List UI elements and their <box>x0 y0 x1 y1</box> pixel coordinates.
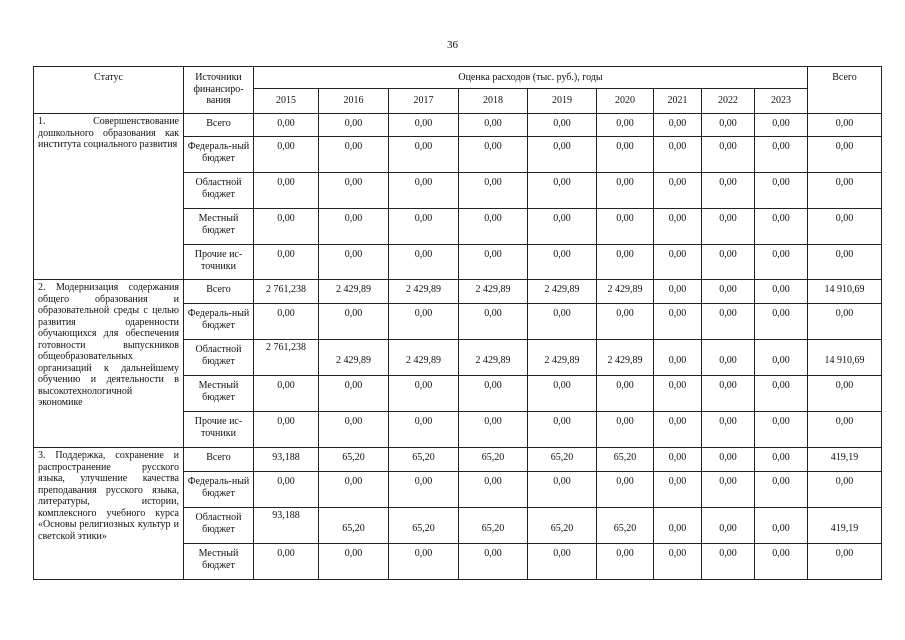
total-cell: 0,00 <box>808 412 882 448</box>
value-cell: 2 429,89 <box>389 280 459 304</box>
value-cell: 0,00 <box>528 245 597 280</box>
source-cell: Федераль-ный бюджет <box>184 304 254 340</box>
value-cell: 2 429,89 <box>597 280 654 304</box>
value-cell: 0,00 <box>459 376 528 412</box>
value-cell: 0,00 <box>459 412 528 448</box>
value-cell: 0,00 <box>254 114 319 137</box>
value-cell: 0,00 <box>254 472 319 508</box>
value-cell: 0,00 <box>755 412 808 448</box>
header-year: 2023 <box>755 89 808 114</box>
value-cell: 0,00 <box>254 173 319 209</box>
value-cell: 0,00 <box>319 245 389 280</box>
total-cell: 0,00 <box>808 304 882 340</box>
source-cell: Всего <box>184 280 254 304</box>
value-cell: 0,00 <box>319 173 389 209</box>
value-cell: 2 429,89 <box>389 340 459 376</box>
value-cell: 0,00 <box>654 376 702 412</box>
value-cell: 0,00 <box>319 137 389 173</box>
header-sources: Источники финансиро-вания <box>184 67 254 114</box>
source-cell: Всего <box>184 114 254 137</box>
source-cell: Областной бюджет <box>184 173 254 209</box>
value-cell: 65,20 <box>389 448 459 472</box>
value-cell: 0,00 <box>254 544 319 580</box>
value-cell: 0,00 <box>597 544 654 580</box>
total-cell: 0,00 <box>808 245 882 280</box>
value-cell: 2 429,89 <box>597 340 654 376</box>
header-status: Статус <box>34 67 184 114</box>
value-cell: 0,00 <box>654 137 702 173</box>
value-cell: 0,00 <box>597 114 654 137</box>
value-cell: 0,00 <box>459 544 528 580</box>
value-cell: 2 761,238 <box>254 340 319 376</box>
value-cell: 0,00 <box>254 209 319 245</box>
source-cell: Областной бюджет <box>184 508 254 544</box>
value-cell: 0,00 <box>254 245 319 280</box>
source-cell: Прочие ис-точники <box>184 245 254 280</box>
value-cell: 0,00 <box>755 472 808 508</box>
value-cell: 0,00 <box>459 114 528 137</box>
header-year: 2017 <box>389 89 459 114</box>
total-cell: 0,00 <box>808 376 882 412</box>
total-cell: 0,00 <box>808 209 882 245</box>
value-cell: 0,00 <box>702 209 755 245</box>
value-cell: 65,20 <box>389 508 459 544</box>
value-cell: 2 429,89 <box>319 340 389 376</box>
value-cell: 0,00 <box>254 376 319 412</box>
value-cell: 0,00 <box>389 209 459 245</box>
value-cell: 0,00 <box>597 245 654 280</box>
total-cell: 14 910,69 <box>808 340 882 376</box>
value-cell: 0,00 <box>755 209 808 245</box>
source-cell: Областной бюджет <box>184 340 254 376</box>
value-cell: 0,00 <box>597 209 654 245</box>
source-cell: Всего <box>184 448 254 472</box>
value-cell: 0,00 <box>654 412 702 448</box>
value-cell: 0,00 <box>654 448 702 472</box>
value-cell: 0,00 <box>459 245 528 280</box>
value-cell: 0,00 <box>755 376 808 412</box>
value-cell: 0,00 <box>755 137 808 173</box>
value-cell: 0,00 <box>389 472 459 508</box>
value-cell: 0,00 <box>459 137 528 173</box>
value-cell: 0,00 <box>459 472 528 508</box>
value-cell: 65,20 <box>528 448 597 472</box>
value-cell: 0,00 <box>319 304 389 340</box>
header-total: Всего <box>808 67 882 114</box>
value-cell: 0,00 <box>254 412 319 448</box>
total-cell: 0,00 <box>808 173 882 209</box>
value-cell: 0,00 <box>319 544 389 580</box>
value-cell: 0,00 <box>654 472 702 508</box>
value-cell: 0,00 <box>702 245 755 280</box>
value-cell: 0,00 <box>702 376 755 412</box>
value-cell: 0,00 <box>528 114 597 137</box>
value-cell: 0,00 <box>755 304 808 340</box>
value-cell: 0,00 <box>755 280 808 304</box>
value-cell: 0,00 <box>654 280 702 304</box>
value-cell: 0,00 <box>654 304 702 340</box>
value-cell: 0,00 <box>702 114 755 137</box>
value-cell: 0,00 <box>755 448 808 472</box>
value-cell: 0,00 <box>597 376 654 412</box>
value-cell: 0,00 <box>319 376 389 412</box>
value-cell: 0,00 <box>702 304 755 340</box>
value-cell: 65,20 <box>528 508 597 544</box>
total-cell: 14 910,69 <box>808 280 882 304</box>
page-number: 36 <box>447 39 458 51</box>
value-cell: 0,00 <box>654 544 702 580</box>
value-cell: 0,00 <box>528 304 597 340</box>
budget-table <box>33 66 882 580</box>
value-cell: 0,00 <box>702 472 755 508</box>
total-cell: 0,00 <box>808 137 882 173</box>
total-cell: 419,19 <box>808 448 882 472</box>
value-cell: 0,00 <box>654 114 702 137</box>
value-cell: 0,00 <box>389 544 459 580</box>
value-cell: 0,00 <box>389 245 459 280</box>
value-cell: 0,00 <box>389 304 459 340</box>
total-cell: 0,00 <box>808 472 882 508</box>
value-cell: 0,00 <box>319 412 389 448</box>
table-row <box>34 448 882 472</box>
header-estimate: Оценка расходов (тыс. руб.), годы <box>254 67 808 89</box>
value-cell: 0,00 <box>459 304 528 340</box>
header-year: 2019 <box>528 89 597 114</box>
value-cell: 0,00 <box>702 544 755 580</box>
value-cell: 2 429,89 <box>319 280 389 304</box>
value-cell: 0,00 <box>755 544 808 580</box>
value-cell: 0,00 <box>528 173 597 209</box>
source-cell: Местный бюджет <box>184 209 254 245</box>
value-cell: 0,00 <box>597 173 654 209</box>
value-cell: 0,00 <box>654 209 702 245</box>
source-cell: Местный бюджет <box>184 544 254 580</box>
value-cell: 2 761,238 <box>254 280 319 304</box>
value-cell: 0,00 <box>389 173 459 209</box>
value-cell: 0,00 <box>702 340 755 376</box>
value-cell: 0,00 <box>702 280 755 304</box>
table-row <box>34 280 882 304</box>
value-cell: 0,00 <box>319 472 389 508</box>
value-cell: 0,00 <box>459 209 528 245</box>
header-year: 2015 <box>254 89 319 114</box>
value-cell: 0,00 <box>319 209 389 245</box>
value-cell: 0,00 <box>702 448 755 472</box>
table-row <box>34 114 882 137</box>
value-cell: 2 429,89 <box>528 340 597 376</box>
value-cell: 2 429,89 <box>459 280 528 304</box>
value-cell: 0,00 <box>389 376 459 412</box>
value-cell: 65,20 <box>319 508 389 544</box>
value-cell: 0,00 <box>319 114 389 137</box>
status-cell: 1. Совершенствование дошкольного образования как института социального развития <box>34 114 184 280</box>
value-cell: 0,00 <box>528 137 597 173</box>
value-cell: 0,00 <box>254 137 319 173</box>
value-cell: 0,00 <box>702 412 755 448</box>
value-cell: 0,00 <box>654 173 702 209</box>
value-cell: 0,00 <box>755 173 808 209</box>
value-cell: 0,00 <box>528 544 597 580</box>
value-cell: 0,00 <box>654 340 702 376</box>
value-cell: 0,00 <box>654 245 702 280</box>
header-year: 2020 <box>597 89 654 114</box>
value-cell: 0,00 <box>389 412 459 448</box>
header-year: 2018 <box>459 89 528 114</box>
value-cell: 0,00 <box>528 472 597 508</box>
total-cell: 0,00 <box>808 544 882 580</box>
header-year: 2022 <box>702 89 755 114</box>
value-cell: 0,00 <box>459 173 528 209</box>
value-cell: 0,00 <box>654 508 702 544</box>
value-cell: 0,00 <box>597 137 654 173</box>
value-cell: 93,188 <box>254 448 319 472</box>
value-cell: 0,00 <box>389 114 459 137</box>
source-cell: Прочие ис-точники <box>184 412 254 448</box>
value-cell: 65,20 <box>597 448 654 472</box>
value-cell: 0,00 <box>755 340 808 376</box>
value-cell: 65,20 <box>319 448 389 472</box>
source-cell: Федераль-ный бюджет <box>184 137 254 173</box>
value-cell: 65,20 <box>459 508 528 544</box>
value-cell: 0,00 <box>702 508 755 544</box>
value-cell: 0,00 <box>528 412 597 448</box>
value-cell: 0,00 <box>702 137 755 173</box>
status-cell: 2. Модернизация содержания общего образования и образовательной среды с целью развития одаренности обучающихся для обеспечения готовности выпускников общеобразовательных организаций к дальнейшему обучению и деятельности в высокотехнологичной экономике <box>34 280 184 448</box>
header-year: 2016 <box>319 89 389 114</box>
value-cell: 2 429,89 <box>528 280 597 304</box>
value-cell: 93,188 <box>254 508 319 544</box>
header-year: 2021 <box>654 89 702 114</box>
status-cell: 3. Поддержка, сохранение и распространение русского языка, улучшение качества преподавания русского языка, литературы, истории, комплексного учебного курса «Основы религиозных культур и светской этики» <box>34 448 184 580</box>
value-cell: 65,20 <box>597 508 654 544</box>
source-cell: Местный бюджет <box>184 376 254 412</box>
value-cell: 0,00 <box>528 209 597 245</box>
value-cell: 0,00 <box>597 412 654 448</box>
value-cell: 0,00 <box>254 304 319 340</box>
value-cell: 2 429,89 <box>459 340 528 376</box>
value-cell: 0,00 <box>755 508 808 544</box>
value-cell: 0,00 <box>597 304 654 340</box>
total-cell: 0,00 <box>808 114 882 137</box>
source-cell: Федераль-ный бюджет <box>184 472 254 508</box>
value-cell: 0,00 <box>702 173 755 209</box>
value-cell: 65,20 <box>459 448 528 472</box>
value-cell: 0,00 <box>755 245 808 280</box>
value-cell: 0,00 <box>528 376 597 412</box>
value-cell: 0,00 <box>597 472 654 508</box>
value-cell: 0,00 <box>389 137 459 173</box>
value-cell: 0,00 <box>755 114 808 137</box>
total-cell: 419,19 <box>808 508 882 544</box>
